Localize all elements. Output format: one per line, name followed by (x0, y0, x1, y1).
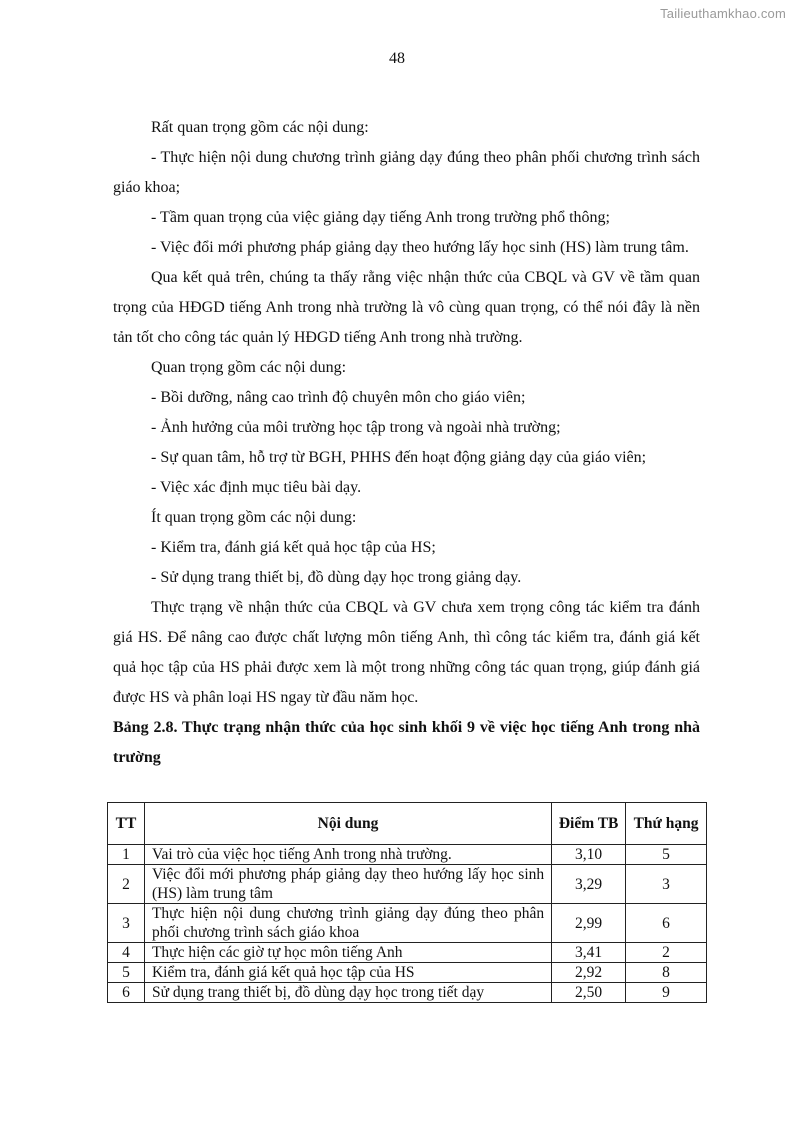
list-item: - Bồi dưỡng, nâng cao trình độ chuyên môn cho giáo viên; (151, 389, 526, 406)
table-caption: Bảng 2.8. Thực trạng nhận thức của học sinh khối 9 về việc học tiếng Anh trong nhà trường (113, 719, 700, 766)
cell-tt: 3 (108, 904, 145, 943)
watermark: Tailieuthamkhao.com (660, 6, 786, 21)
cell-rank: 9 (626, 983, 707, 1003)
cell-score: 2,99 (552, 904, 626, 943)
table-row (108, 963, 707, 983)
cell-score: 2,50 (552, 983, 626, 1003)
cell-tt: 4 (108, 943, 145, 963)
cell-rank: 8 (626, 963, 707, 983)
cell-content: Việc đổi mới phương pháp giảng dạy theo hướng lấy học sinh (HS) làm trung tâm (144, 865, 551, 904)
list-item: - Kiểm tra, đánh giá kết quả học tập của HS; (151, 539, 436, 556)
cell-content: Kiểm tra, đánh giá kết quả học tập của HS (144, 963, 551, 983)
cell-content: Sử dụng trang thiết bị, đồ dùng dạy học trong tiết dạy (144, 983, 551, 1003)
list-item: - Ảnh hưởng của môi trường học tập trong và ngoài nhà trường; (151, 419, 561, 436)
paragraph: Quan trọng gồm các nội dung: (151, 359, 347, 376)
cell-content: Thực hiện nội dung chương trình giảng dạy đúng theo phân phối chương trình sách giáo khoa (144, 904, 551, 943)
cell-rank: 3 (626, 865, 707, 904)
header-score: Điểm TB (552, 803, 626, 845)
list-item: - Việc xác định mục tiêu bài dạy. (151, 479, 362, 496)
paragraph: Qua kết quả trên, chúng ta thấy rằng việc nhận thức của CBQL và GV về tầm quan trọng của HĐGD tiếng Anh trong nhà trường là vô cùng quan trọng, có thể nói đây là nền tản tốt cho công tác quản lý HĐGD tiếng Anh trong nhà trường. (113, 269, 700, 346)
cell-tt: 6 (108, 983, 145, 1003)
header-rank: Thứ hạng (626, 803, 707, 845)
table-row (108, 845, 707, 865)
list-item: - Tầm quan trọng của việc giảng dạy tiếng Anh trong trường phổ thông; (151, 209, 610, 226)
cell-tt: 5 (108, 963, 145, 983)
cell-rank: 2 (626, 943, 707, 963)
cell-content: Thực hiện các giờ tự học môn tiếng Anh (144, 943, 551, 963)
cell-score: 3,41 (552, 943, 626, 963)
list-item: - Sử dụng trang thiết bị, đồ dùng dạy học trong giảng dạy. (151, 569, 522, 586)
cell-score: 3,29 (552, 865, 626, 904)
table-header-row (108, 803, 707, 845)
cell-tt: 1 (108, 845, 145, 865)
data-table (107, 802, 707, 1003)
header-content: Nội dung (144, 803, 551, 845)
cell-score: 2,92 (552, 963, 626, 983)
page-number: 48 (389, 50, 405, 67)
list-item: - Việc đổi mới phương pháp giảng dạy theo hướng lấy học sinh (HS) làm trung tâm. (151, 239, 689, 256)
list-item: - Thực hiện nội dung chương trình giảng dạy đúng theo phân phối chương trình sách giáo khoa; (113, 149, 700, 196)
paragraph: Thực trạng về nhận thức của CBQL và GV chưa xem trọng công tác kiểm tra đánh giá HS. Để nâng cao được chất lượng môn tiếng Anh, thì công tác kiểm tra, đánh giá kết quả học tập của HS phải được xem là một trong những công tác quan trọng, giúp đánh giá được HS và phân loại HS ngay từ đầu năm học. (113, 599, 700, 706)
table-row (108, 904, 707, 943)
cell-tt: 2 (108, 865, 145, 904)
cell-content: Vai trò của việc học tiếng Anh trong nhà trường. (144, 845, 551, 865)
paragraph: Rất quan trọng gồm các nội dung: (151, 119, 369, 136)
table-row (108, 983, 707, 1003)
table-row (108, 943, 707, 963)
cell-score: 3,10 (552, 845, 626, 865)
header-tt: TT (108, 803, 145, 845)
list-item: - Sự quan tâm, hỗ trợ từ BGH, PHHS đến hoạt động giảng dạy của giáo viên; (151, 449, 647, 466)
cell-rank: 6 (626, 904, 707, 943)
paragraph: Ít quan trọng gồm các nội dung: (151, 509, 357, 526)
cell-rank: 5 (626, 845, 707, 865)
table-row (108, 865, 707, 904)
body-text (113, 113, 700, 773)
